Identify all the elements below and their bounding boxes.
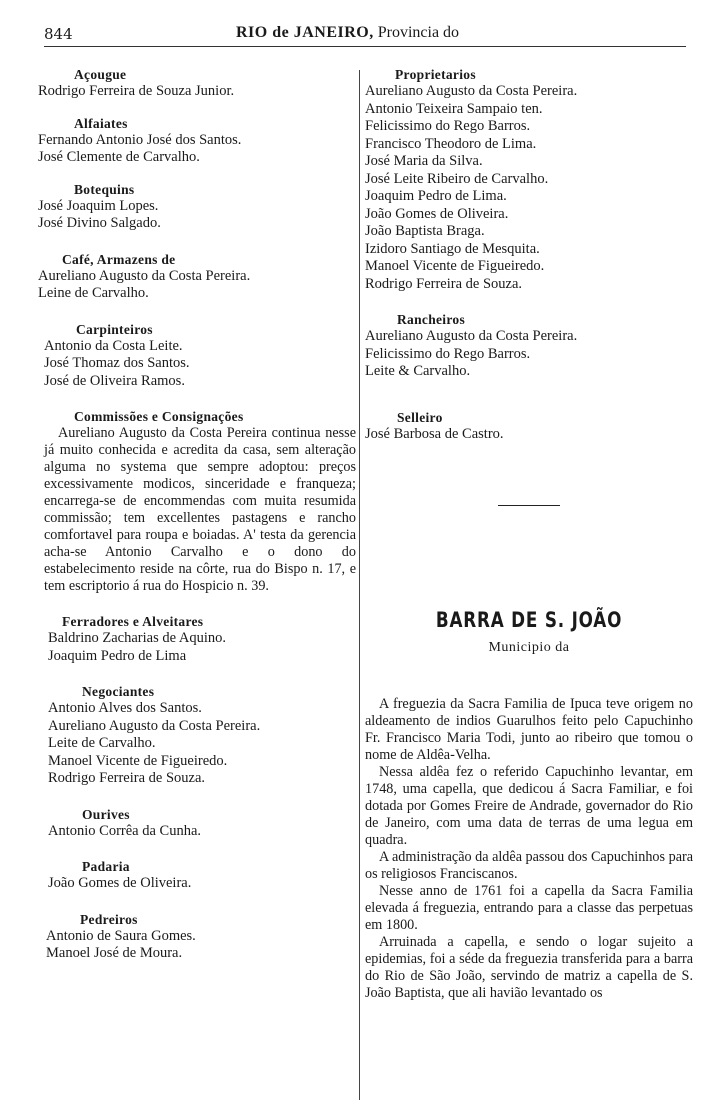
list-item: Manoel Vicente de Figueiredo. [48, 752, 228, 769]
section-commissoes [38, 408, 356, 595]
section-heading: Carpinteiros [76, 321, 153, 337]
right-column [365, 60, 693, 1002]
list-item: José Joaquim Lopes. [38, 197, 159, 214]
section-acougue [38, 66, 356, 101]
list-item: Baldrino Zacharias de Aquino. [48, 630, 226, 646]
list-item: Joaquim Pedro de Lima [48, 647, 187, 664]
list-item: José Maria da Silva. [365, 153, 483, 169]
list-item: Rodrigo Ferreira de Souza Junior. [38, 83, 235, 99]
list-item: Leite & Carvalho. [365, 363, 471, 379]
section-rancheiros [365, 311, 693, 381]
left-column [38, 60, 356, 963]
section-heading: Ourives [82, 806, 130, 822]
list-item: João Baptista Braga. [365, 223, 485, 239]
list-item: Joaquim Pedro de Lima. [365, 188, 507, 204]
page-header [0, 22, 725, 48]
list-item: Aureliano Augusto da Costa Pereira. [38, 267, 251, 284]
section-heading: Rancheiros [397, 312, 466, 327]
section-heading: Café, Armazens de [62, 251, 176, 267]
list-item: Fernando Antonio José dos Santos. [38, 131, 242, 148]
list-item: Antonio de Saura Gomes. [46, 927, 196, 944]
section-heading: Açougue [74, 67, 127, 82]
list-item: Izidoro Santiago de Mesquita. [365, 240, 540, 257]
section-heading: Commissões e Consignações [74, 409, 244, 424]
list-item: Aureliano Augusto da Costa Pereira. [365, 83, 578, 99]
list-item: Rodrigo Ferreira de Souza. [365, 275, 523, 292]
list-item: Leite de Carvalho. [48, 735, 156, 751]
list-item: Aureliano Augusto da Costa Pereira. [48, 717, 261, 734]
header-rule [44, 46, 686, 47]
section-pedreiros [38, 911, 356, 963]
town-title: BARRA DE S. JOÃO [435, 608, 623, 632]
list-item: Antonio Teixeira Sampaio ten. [365, 100, 543, 117]
paragraph: Arruinada a capella, e sendo o logar sujeito a epidemias, foi a séde da freguezia transferida para a barra do Rio de São João, servindo de matriz a capella de S. João Baptista, que ali havião levantado os [365, 934, 693, 1001]
section-botequins [38, 181, 356, 233]
section-alfaiates [38, 115, 356, 167]
paragraph: Aureliano Augusto da Costa Pereira continua nesse já muito conhecida e acredita da casa, sem alteração alguma no systema que sempre adoptou: preços excessivamente modicos, sinceridade e franqueza; encarrega-se de encommendas com muita resumida commissão; tem excellentes pastagens e rancho comfortavel para roupa e boiadas. A' testa da gerencia acha-se Antonio Carvalho e o dono do estabelecimento reside na côrte, rua do Bispo n. 17, e tem escriptorio á rua do Hospicio n. 39. [44, 425, 356, 594]
section-carpinteiros [38, 321, 356, 391]
list-item: Felicissimo do Rego Barros. [365, 118, 531, 134]
list-item: José Clemente de Carvalho. [38, 149, 200, 165]
list-item: Aureliano Augusto da Costa Pereira. [365, 328, 578, 344]
section-separator-rule [498, 505, 560, 506]
section-heading: Botequins [74, 181, 135, 197]
list-item: Felicissimo do Rego Barros. [365, 345, 531, 362]
section-heading: Pedreiros [80, 911, 138, 927]
list-item: Rodrigo Ferreira de Souza. [48, 770, 206, 786]
section-ourives [38, 806, 356, 841]
running-title-main: RIO de JANEIRO, [236, 24, 374, 41]
list-item: Antonio Corrêa da Cunha. [48, 822, 202, 839]
list-item: José Divino Salgado. [38, 215, 161, 231]
section-ferradores [38, 613, 356, 665]
list-item: Manoel Vicente de Figueiredo. [365, 258, 545, 274]
section-selleiro [365, 409, 693, 444]
paragraph: Nessa aldêa fez o referido Capuchinho levantar, em 1748, uma capella, que dedicou á Sacra Familiar, e foi dotada por Gomes Freire de Andrade, governador do Rio de Janeiro, com uma data de terras de uma legua em quadra. [365, 764, 693, 848]
list-item: João Gomes de Oliveira. [365, 205, 509, 222]
list-item: Leine de Carvalho. [38, 285, 149, 301]
section-negociantes [38, 683, 356, 788]
list-item: Francisco Theodoro de Lima. [365, 135, 537, 152]
list-item: Antonio Alves dos Santos. [48, 700, 202, 716]
paragraph: Nesse anno de 1761 foi a capella da Sacra Familia elevada á freguezia, entrando para a classe das perpetuas em 1800. [365, 883, 693, 933]
column-divider [359, 70, 360, 1100]
list-item: José Leite Ribeiro de Carvalho. [365, 170, 549, 187]
page-number: 844 [44, 25, 73, 43]
section-cafe [38, 251, 356, 303]
list-item: José Barbosa de Castro. [365, 425, 504, 442]
paragraph: A freguezia da Sacra Familia de Ipuca teve origem no aldeamento de indios Guarulhos feito pelo Capuchinho Fr. Francisco Maria Todi, junto ao ribeiro que tomou o nome de Aldêa-Velha. [365, 696, 693, 763]
municipality-subtitle: Municipio da [488, 640, 570, 655]
paragraph: A administração da aldêa passou dos Capuchinhos para os religiosos Franciscanos. [365, 849, 694, 882]
section-heading: Selleiro [397, 409, 443, 425]
running-title-sub: Provincia do [377, 24, 460, 41]
list-item: João Gomes de Oliveira. [48, 875, 192, 891]
section-heading: Alfaiates [74, 115, 128, 131]
section-heading: Proprietarios [395, 67, 476, 82]
running-title [236, 24, 459, 42]
list-item: Antonio da Costa Leite. [44, 337, 183, 354]
section-heading: Ferradores e Alveitares [62, 614, 204, 629]
section-proprietarios [365, 66, 693, 293]
section-heading: Padaria [82, 859, 130, 874]
list-item: José Thomaz dos Santos. [44, 355, 190, 371]
section-heading: Negociantes [82, 684, 155, 699]
history-text [365, 696, 693, 1002]
list-item: Manoel José de Moura. [46, 945, 183, 961]
list-item: José de Oliveira Ramos. [44, 372, 185, 389]
section-padaria [38, 858, 356, 893]
